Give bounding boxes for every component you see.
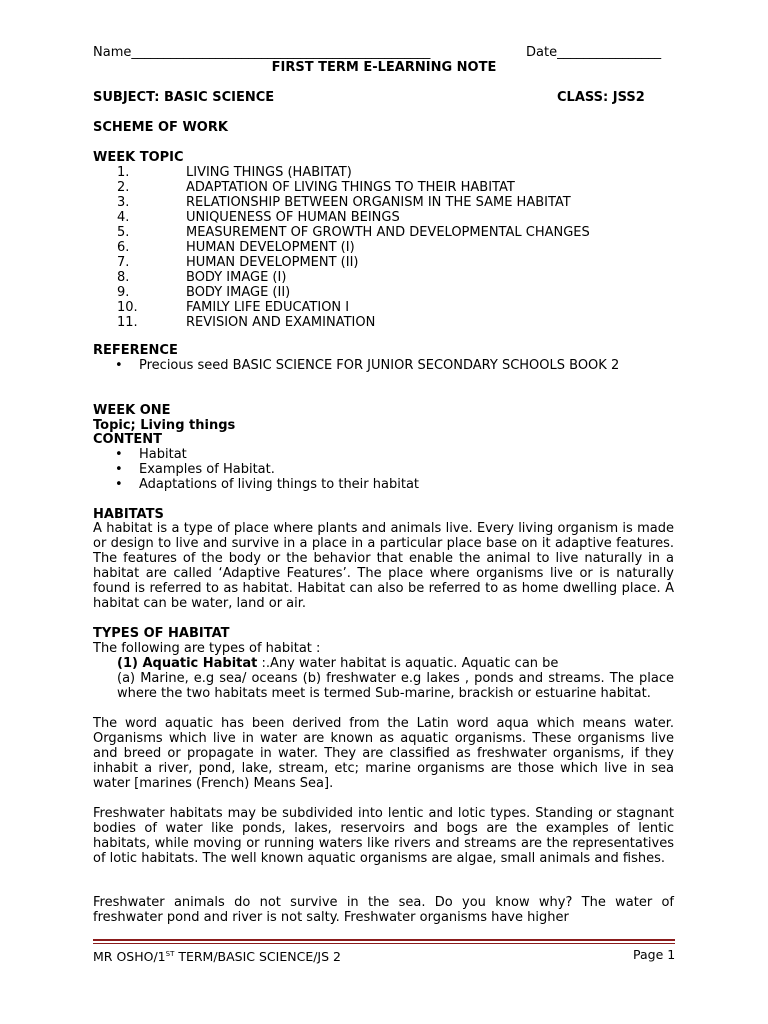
- types-heading: TYPES OF HABITAT: [93, 626, 230, 641]
- footer-rule-thin: [93, 943, 675, 944]
- aquatic-habitat-text: :.Any water habitat is aquatic. Aquatic can be: [257, 656, 559, 671]
- content-list: [0, 447, 768, 492]
- scheme-number: 7.: [117, 255, 130, 270]
- date-field-label: Date________________: [526, 45, 662, 60]
- list-item-text: Adaptations of living things to their habitat: [139, 477, 420, 492]
- scheme-heading: SCHEME OF WORK: [93, 120, 228, 135]
- reference-heading: REFERENCE: [93, 343, 178, 358]
- scheme-topic: LIVING THINGS (HABITAT): [186, 165, 352, 180]
- scheme-topic: HUMAN DEVELOPMENT (II): [186, 255, 359, 270]
- aquatic-paragraph-3: Freshwater animals do not survive in the sea. Do you know why? The water of freshwater pond and river is not salty. Freshwater organisms have higher: [93, 895, 674, 925]
- aquatic-habitat-line: [117, 656, 558, 671]
- bullet: •: [115, 447, 123, 462]
- name-field-label: Name______________________________________________: [93, 45, 431, 60]
- scheme-topic: BODY IMAGE (I): [186, 270, 287, 285]
- list-item-text: Habitat: [139, 447, 187, 462]
- scheme-topic: HUMAN DEVELOPMENT (I): [186, 240, 355, 255]
- class-label: CLASS: JSS2: [557, 90, 645, 105]
- scheme-number: 3.: [117, 195, 130, 210]
- page-number: Page 1: [633, 947, 676, 962]
- habitats-heading: HABITATS: [93, 507, 164, 522]
- aquatic-paragraph-1: The word aquatic has been derived from the Latin word aqua which means water. Organisms which live in water are known as aquatic organisms. These organisms live and breed or propagate in water. They are classified as freshwater organisms, if they inhabit a river, pond, lake, stream, etc; marine organisms are those which live in sea water [marines (French) Means Sea].: [93, 716, 674, 791]
- footer-rule-thick: [93, 939, 675, 941]
- footer-superscript: ST: [165, 950, 175, 958]
- week-one-topic: Topic; Living things: [93, 418, 236, 433]
- aquatic-detail: (a) Marine, e.g sea/ oceans (b) freshwater e.g lakes , ponds and streams. The place where the two habitats meet is termed Sub-marine, brackish or estuarine habitat.: [117, 671, 674, 701]
- bullet: •: [115, 462, 123, 477]
- scheme-number: 2.: [117, 180, 130, 195]
- bullet: •: [115, 358, 123, 373]
- footer-left: [93, 947, 341, 964]
- habitats-paragraph: A habitat is a type of place where plants and animals live. Every living organism is made or design to live and survive in a place in a particular place base on it adaptive features. The features of the body or the behavior that enable the animal to live naturally in a habitat are called ‘Adaptive Features’. The place where organisms live or is naturally found is referred to as habitat. Habitat can also be referred to as home dwelling place. A habitat can be water, land or air.: [93, 521, 674, 611]
- footer-author: MR OSHO/1: [93, 949, 166, 964]
- aquatic-paragraph-2: Freshwater habitats may be subdivided into lentic and lotic types. Standing or stagnant bodies of water like ponds, lakes, reservoirs and bogs are the examples of lentic habitats, while moving or running waters like rivers and streams are the representatives of lotic habitats. The well known aquatic organisms are algae, small animals and fishes.: [93, 806, 674, 866]
- aquatic-habitat-label: (1) Aquatic Habitat: [117, 656, 258, 671]
- scheme-topic: RELATIONSHIP BETWEEN ORGANISM IN THE SAME HABITAT: [186, 195, 571, 210]
- week-one-heading: WEEK ONE: [93, 403, 171, 418]
- scheme-topic: UNIQUENESS OF HUMAN BEINGS: [186, 210, 400, 225]
- scheme-number: 8.: [117, 270, 130, 285]
- scheme-number: 9.: [117, 285, 130, 300]
- content-heading: CONTENT: [93, 432, 162, 447]
- scheme-number: 1.: [117, 165, 130, 180]
- scheme-topic: ADAPTATION OF LIVING THINGS TO THEIR HABITAT: [186, 180, 515, 195]
- scheme-topic: FAMILY LIFE EDUCATION I: [186, 300, 350, 315]
- document-title: FIRST TERM E-LEARNING NOTE: [271, 60, 497, 75]
- footer-course: TERM/BASIC SCIENCE/JS 2: [174, 949, 341, 964]
- scheme-number: 10.: [117, 300, 138, 315]
- scheme-number: 4.: [117, 210, 130, 225]
- scheme-topic: REVISION AND EXAMINATION: [186, 315, 376, 330]
- scheme-topic: BODY IMAGE (II): [186, 285, 291, 300]
- week-topic-heading: WEEK TOPIC: [93, 150, 184, 165]
- scheme-topic: MEASUREMENT OF GROWTH AND DEVELOPMENTAL CHANGES: [186, 225, 590, 240]
- scheme-list: [0, 165, 768, 330]
- scheme-number: 5.: [117, 225, 130, 240]
- subject-label: SUBJECT: BASIC SCIENCE: [93, 90, 275, 105]
- scheme-number: 11.: [117, 315, 138, 330]
- types-intro: The following are types of habitat :: [93, 641, 321, 656]
- list-item-text: Examples of Habitat.: [139, 462, 275, 477]
- scheme-number: 6.: [117, 240, 130, 255]
- bullet: •: [115, 477, 123, 492]
- reference-text: Precious seed BASIC SCIENCE FOR JUNIOR SECONDARY SCHOOLS BOOK 2: [139, 358, 620, 373]
